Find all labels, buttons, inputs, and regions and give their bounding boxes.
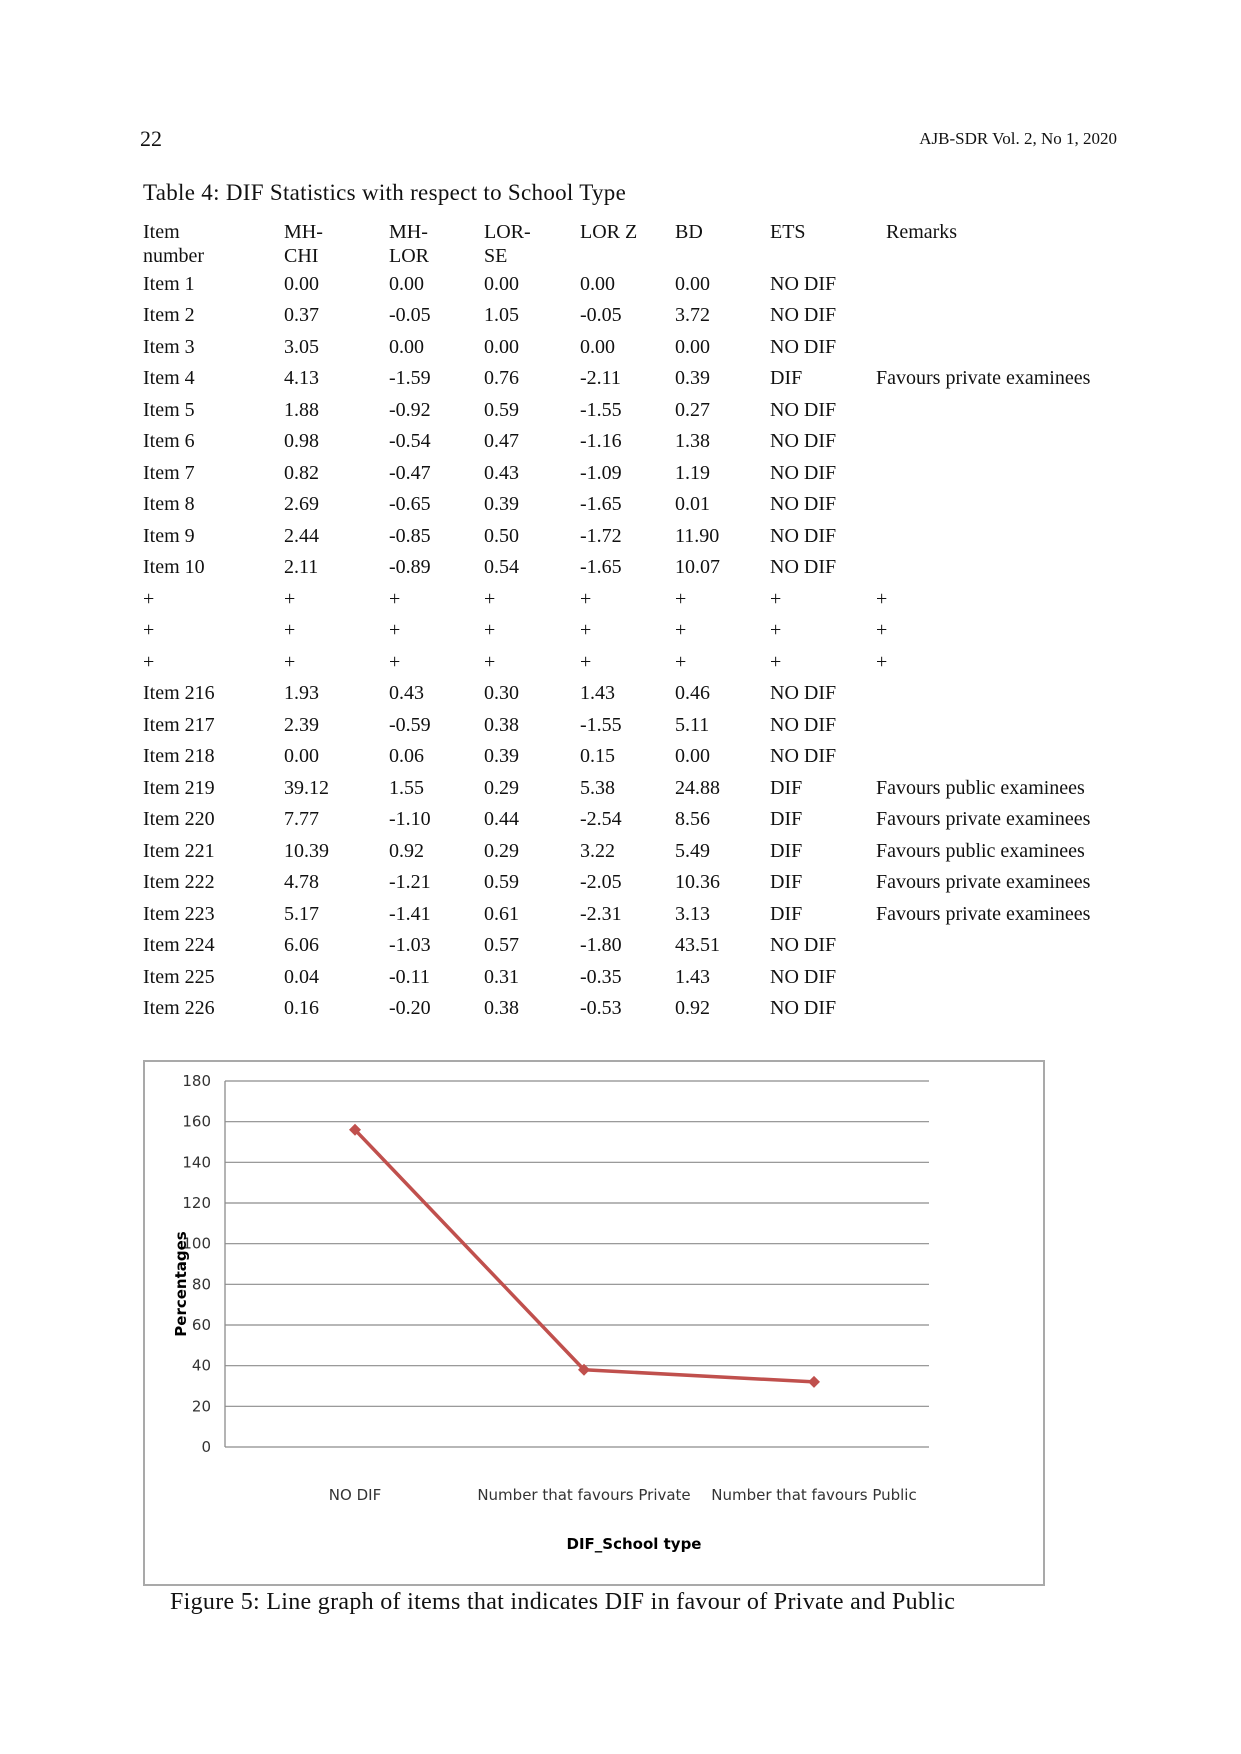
table-cell: NO DIF	[770, 682, 837, 705]
table-cell: -1.03	[389, 934, 431, 957]
table-cell: 7.77	[284, 808, 319, 831]
table-cell: -2.11	[580, 367, 621, 390]
y-tick-label: 80	[191, 1275, 211, 1294]
table-cell: +	[484, 587, 496, 610]
table-cell: Item 226	[143, 997, 215, 1020]
table-row	[143, 930, 1136, 962]
x-tick-label: Number that favours Public	[711, 1486, 917, 1504]
table-cell: Item 10	[143, 556, 205, 579]
table-row	[143, 552, 1136, 584]
table-row	[143, 615, 1136, 647]
table-cell: -1.55	[580, 398, 622, 421]
column-header	[143, 216, 284, 268]
table-cell: -0.65	[389, 493, 431, 516]
table-cell: +	[284, 650, 296, 673]
table-header-row	[143, 216, 1136, 268]
table-body	[143, 268, 1136, 1024]
series-line	[355, 1130, 814, 1382]
table-cell: +	[389, 650, 401, 673]
table-cell: -2.31	[580, 902, 622, 925]
column-header-text: CHI	[284, 245, 319, 267]
table-caption: Table 4: DIF Statistics with respect to School Type	[143, 180, 627, 205]
table-cell: -0.92	[389, 398, 431, 421]
table-cell: Item 216	[143, 682, 215, 705]
table-cell	[876, 961, 1136, 993]
table-row	[143, 331, 1136, 363]
table-cell: 2.44	[284, 524, 319, 547]
table-cell: 0.00	[389, 272, 424, 295]
table-cell: 1.55	[389, 776, 424, 799]
y-tick-label: 0	[201, 1438, 211, 1456]
table-cell: Item 8	[143, 493, 195, 516]
table-cell: Item 223	[143, 902, 215, 925]
table-cell: Favours public examinees	[876, 839, 1085, 862]
table-cell: Favours private examinees	[876, 871, 1091, 894]
table-cell: 2.11	[284, 556, 319, 579]
table-row	[143, 426, 1136, 458]
table-cell: 1.88	[284, 398, 319, 421]
table-cell: Item 219	[143, 776, 215, 799]
table-row	[143, 268, 1136, 300]
table-cell: 0.04	[284, 965, 319, 988]
table-cell: 0.00	[389, 335, 424, 358]
table-cell: 0.44	[484, 808, 519, 831]
table-cell: 0.59	[484, 871, 519, 894]
axis-layer	[225, 1081, 929, 1447]
table-cell: 24.88	[675, 776, 720, 799]
column-header-text: number	[143, 245, 205, 267]
table-cell: +	[876, 587, 888, 610]
table-cell: 0.00	[675, 745, 710, 768]
table-cell: +	[580, 650, 592, 673]
table-cell: 0.00	[580, 272, 615, 295]
table-cell: 5.17	[284, 902, 319, 925]
table-row	[143, 961, 1136, 993]
table-cell: 0.30	[484, 682, 519, 705]
table-cell: 10.07	[675, 556, 720, 579]
table-cell: 0.01	[675, 493, 710, 516]
table-cell: -1.55	[580, 713, 622, 736]
table-cell: Item 1	[143, 272, 195, 295]
column-header	[389, 216, 484, 268]
table-cell: Item 222	[143, 871, 215, 894]
table-cell: NO DIF	[770, 745, 837, 768]
table-cell: 1.43	[580, 682, 615, 705]
column-header	[876, 216, 1136, 268]
table-cell: -2.05	[580, 871, 622, 894]
series-layer	[349, 1124, 820, 1388]
column-header-text: LOR-	[484, 221, 531, 243]
table-cell: +	[284, 587, 296, 610]
table-cell: 0.06	[389, 745, 424, 768]
table-cell: 3.05	[284, 335, 319, 358]
table-cell: 39.12	[284, 776, 329, 799]
table-cell: Item 9	[143, 524, 195, 547]
table-cell: NO DIF	[770, 398, 837, 421]
table-cell: 5.11	[675, 713, 710, 736]
column-header-text: MH-	[389, 221, 428, 243]
table-cell: DIF	[770, 776, 803, 799]
y-tick-label: 180	[182, 1072, 211, 1090]
table-cell: 1.19	[675, 461, 710, 484]
y-tick-label: 20	[191, 1397, 211, 1416]
table-cell: Item 6	[143, 430, 195, 453]
table-cell: +	[484, 650, 496, 673]
y-tick-label: 160	[182, 1112, 211, 1131]
table-cell: 0.82	[284, 461, 319, 484]
table-cell	[876, 331, 1136, 363]
table-cell: 0.29	[484, 776, 519, 799]
column-header-text: Item	[143, 221, 180, 243]
table-cell: Favours private examinees	[876, 367, 1091, 390]
table-cell: -0.11	[389, 965, 430, 988]
table-cell: +	[770, 650, 782, 673]
table-cell: 0.92	[389, 839, 424, 862]
table-cell: -1.09	[580, 461, 622, 484]
table-cell: 0.98	[284, 430, 319, 453]
table-cell: 1.43	[675, 965, 710, 988]
table-cell: DIF	[770, 808, 803, 831]
table-row	[143, 772, 1136, 804]
column-header	[580, 216, 675, 268]
table-row	[143, 300, 1136, 332]
table-cell: -1.16	[580, 430, 622, 453]
table-cell: Item 3	[143, 335, 195, 358]
table-cell: Item 218	[143, 745, 215, 768]
column-header-text: BD	[675, 221, 703, 243]
table-cell: -0.05	[389, 304, 431, 327]
table-cell: 4.13	[284, 367, 319, 390]
table-cell: +	[143, 650, 155, 673]
table-cell	[876, 426, 1136, 458]
table-cell	[876, 741, 1136, 773]
page-number: 22	[140, 126, 162, 151]
table-cell	[876, 394, 1136, 426]
table-cell: -0.53	[580, 997, 622, 1020]
table-row	[143, 646, 1136, 678]
table-cell: 0.37	[284, 304, 319, 327]
table-row	[143, 520, 1136, 552]
table-cell: +	[580, 587, 592, 610]
table-cell: Item 225	[143, 965, 215, 988]
table-row	[143, 741, 1136, 773]
table-cell: -1.21	[389, 871, 431, 894]
table-cell: -0.47	[389, 461, 431, 484]
table-cell: 0.43	[389, 682, 424, 705]
table-cell: DIF	[770, 902, 803, 925]
table-cell: -1.65	[580, 556, 622, 579]
table-cell: +	[389, 587, 401, 610]
table-cell: 0.31	[484, 965, 519, 988]
column-header	[675, 216, 770, 268]
table-cell: 0.76	[484, 367, 519, 390]
table-cell: 0.57	[484, 934, 519, 957]
table-cell: NO DIF	[770, 997, 837, 1020]
table-cell	[876, 993, 1136, 1025]
table-cell: 0.16	[284, 997, 319, 1020]
table-cell: +	[389, 619, 401, 642]
table-cell: -2.54	[580, 808, 622, 831]
table-cell: NO DIF	[770, 461, 837, 484]
table-cell: NO DIF	[770, 335, 837, 358]
table-cell: +	[770, 587, 782, 610]
table-cell: NO DIF	[770, 272, 837, 295]
table-cell: 0.50	[484, 524, 519, 547]
y-tick-label: 60	[191, 1316, 211, 1334]
table-cell: +	[876, 619, 888, 642]
table-cell: 0.47	[484, 430, 519, 453]
table-cell: 1.93	[284, 682, 319, 705]
table-cell: 43.51	[675, 934, 720, 957]
table-cell	[876, 268, 1136, 300]
data-point-marker	[808, 1376, 820, 1388]
table-cell: Item 4	[143, 367, 195, 390]
y-tick-label: 40	[191, 1356, 211, 1375]
table-cell: -1.80	[580, 934, 622, 957]
table-cell	[876, 552, 1136, 584]
table-cell	[876, 930, 1136, 962]
table-cell: 0.00	[484, 335, 519, 358]
table-cell: -0.85	[389, 524, 431, 547]
table-cell: 2.69	[284, 493, 319, 516]
table-cell: NO DIF	[770, 493, 837, 516]
table-cell: 10.36	[675, 871, 720, 894]
table-cell: Item 5	[143, 398, 195, 421]
table-cell: 0.15	[580, 745, 615, 768]
table-row	[143, 363, 1136, 395]
column-header-text: Remarks	[886, 221, 958, 243]
table-cell: +	[675, 619, 687, 642]
table-cell: 11.90	[675, 524, 720, 547]
table-cell: +	[143, 587, 155, 610]
y-tick-label: 120	[182, 1194, 211, 1212]
table-cell: -1.41	[389, 902, 431, 925]
table-cell: 0.59	[484, 398, 519, 421]
x-tick-label: NO DIF	[328, 1486, 382, 1504]
table-cell: 6.06	[284, 934, 319, 957]
table-row	[143, 489, 1136, 521]
table-cell: 2.39	[284, 713, 319, 736]
table-cell: 10.39	[284, 839, 329, 862]
dif-statistics-table	[143, 216, 1136, 1024]
table-cell: Item 224	[143, 934, 215, 957]
y-tick-label: 140	[182, 1153, 211, 1172]
table-cell: 0.43	[484, 461, 519, 484]
table-cell: 4.78	[284, 871, 319, 894]
table-cell: 3.22	[580, 839, 615, 862]
table-row	[143, 867, 1136, 899]
column-header-text: ETS	[770, 221, 806, 243]
column-header-text: MH-	[284, 221, 323, 243]
table-cell: 0.38	[484, 997, 519, 1020]
x-tick-label: Number that favours Private	[477, 1486, 691, 1504]
table-cell	[876, 678, 1136, 710]
table-cell: 0.39	[484, 745, 519, 768]
table-cell: 0.39	[484, 493, 519, 516]
table-cell: +	[770, 619, 782, 642]
table-cell: Item 221	[143, 839, 215, 862]
line-chart-svg	[145, 1062, 1043, 1584]
table-cell: 1.05	[484, 304, 519, 327]
table-cell: Favours private examinees	[876, 902, 1091, 925]
table-row	[143, 709, 1136, 741]
table-cell: +	[876, 650, 888, 673]
table-cell: 8.56	[675, 808, 710, 831]
table-cell: 0.00	[284, 272, 319, 295]
table-cell: DIF	[770, 367, 803, 390]
table-cell: NO DIF	[770, 304, 837, 327]
column-header	[284, 216, 389, 268]
table-cell: -0.89	[389, 556, 431, 579]
table-row	[143, 993, 1136, 1025]
table-cell: 1.38	[675, 430, 710, 453]
table-cell: -0.20	[389, 997, 431, 1020]
table-cell: Favours public examinees	[876, 776, 1085, 799]
table-cell: 0.00	[675, 272, 710, 295]
table-cell: 3.13	[675, 902, 710, 925]
table-cell: +	[284, 619, 296, 642]
table-cell: 0.54	[484, 556, 519, 579]
table-cell: NO DIF	[770, 934, 837, 957]
table-cell: NO DIF	[770, 965, 837, 988]
table-cell: -1.65	[580, 493, 622, 516]
table-row	[143, 678, 1136, 710]
table-cell	[876, 300, 1136, 332]
x-axis-label: DIF_School type	[566, 1535, 702, 1553]
y-tick-label: 100	[182, 1234, 211, 1253]
table-row	[143, 835, 1136, 867]
table-cell: -0.35	[580, 965, 622, 988]
column-header	[484, 216, 580, 268]
line-chart	[143, 1060, 1045, 1586]
table-row	[143, 583, 1136, 615]
table-cell: 0.00	[484, 272, 519, 295]
table-cell: 0.39	[675, 367, 710, 390]
journal-reference: AJB-SDR Vol. 2, No 1, 2020	[919, 129, 1117, 148]
table-cell: Item 2	[143, 304, 195, 327]
table-cell: -1.10	[389, 808, 431, 831]
table-cell: 0.00	[580, 335, 615, 358]
table-cell: 0.27	[675, 398, 710, 421]
table-cell: 0.00	[284, 745, 319, 768]
table-cell: +	[675, 650, 687, 673]
table-cell: 0.46	[675, 682, 710, 705]
table-cell: -0.05	[580, 304, 622, 327]
table-cell: -1.72	[580, 524, 622, 547]
table-cell: 0.38	[484, 713, 519, 736]
figure-caption: Figure 5: Line graph of items that indicates DIF in favour of Private and Public	[170, 1589, 956, 1615]
column-header-text: LOR Z	[580, 221, 638, 243]
table-cell: 3.72	[675, 304, 710, 327]
table-cell	[876, 709, 1136, 741]
table-cell: 0.92	[675, 997, 710, 1020]
table-cell: +	[675, 587, 687, 610]
table-cell: 0.61	[484, 902, 519, 925]
column-header-text: LOR	[389, 245, 429, 267]
table-cell: NO DIF	[770, 713, 837, 736]
table-cell: Item 217	[143, 713, 215, 736]
table-cell	[876, 489, 1136, 521]
table-cell: DIF	[770, 871, 803, 894]
column-header	[770, 216, 876, 268]
table-cell: -0.59	[389, 713, 431, 736]
table-cell: 5.49	[675, 839, 710, 862]
table-cell: -0.54	[389, 430, 431, 453]
table-row	[143, 394, 1136, 426]
grid-layer	[225, 1081, 929, 1406]
table-row	[143, 804, 1136, 836]
table-row	[143, 457, 1136, 489]
y-axis-label: Percentages	[172, 1231, 190, 1337]
table-cell: +	[484, 619, 496, 642]
table-row	[143, 898, 1136, 930]
table-cell: 5.38	[580, 776, 615, 799]
table-cell: 0.29	[484, 839, 519, 862]
table-cell: Item 7	[143, 461, 195, 484]
table-cell: NO DIF	[770, 430, 837, 453]
table-cell: NO DIF	[770, 556, 837, 579]
table-header	[143, 216, 1136, 268]
table-cell: +	[143, 619, 155, 642]
column-header-text: SE	[484, 245, 508, 267]
table-cell: -1.59	[389, 367, 431, 390]
table-cell	[876, 520, 1136, 552]
table-cell: Item 220	[143, 808, 215, 831]
table-cell: NO DIF	[770, 524, 837, 547]
table-cell: 0.00	[675, 335, 710, 358]
label-layer	[182, 1072, 916, 1504]
table-cell	[876, 457, 1136, 489]
table-cell: Favours private examinees	[876, 808, 1091, 831]
table-cell: DIF	[770, 839, 803, 862]
table-cell: +	[580, 619, 592, 642]
